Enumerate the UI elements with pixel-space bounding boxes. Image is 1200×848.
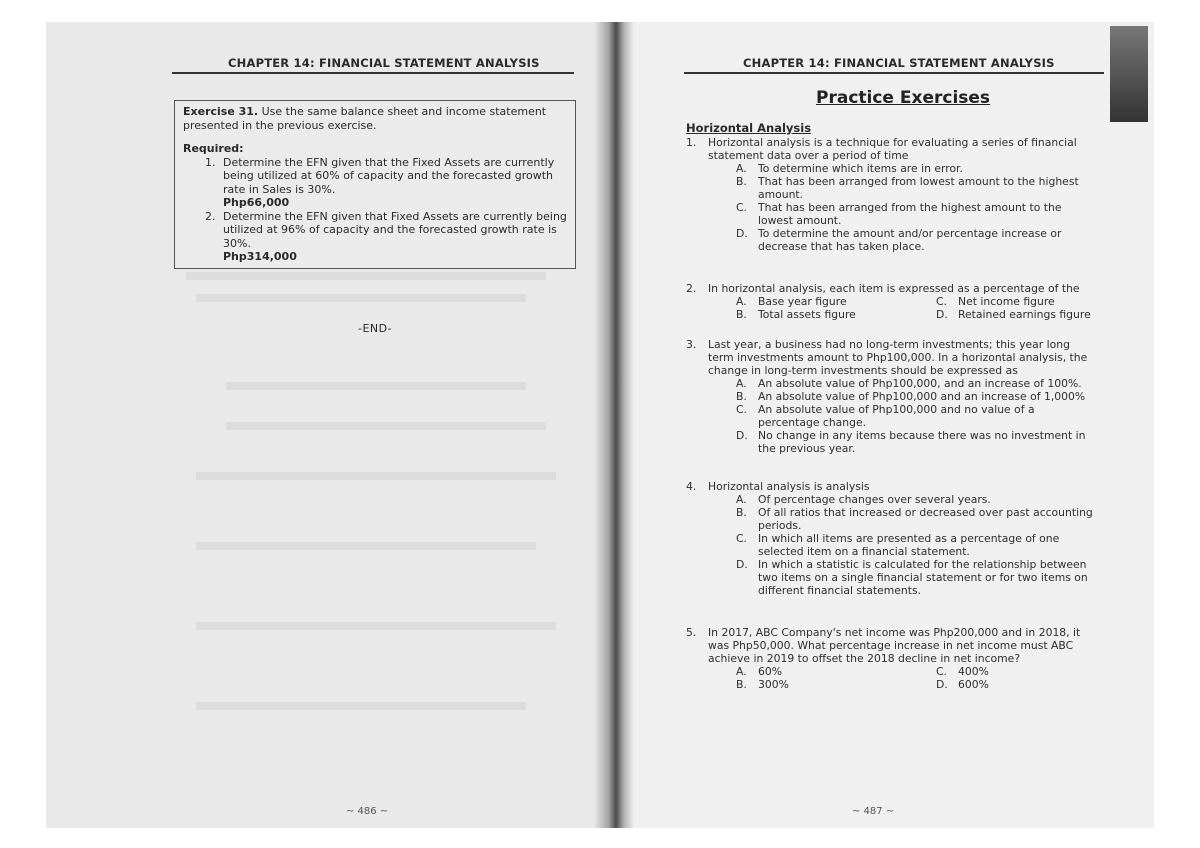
exercise-intro: [183, 105, 567, 132]
bleed-through-line: [196, 702, 526, 710]
question: [686, 480, 1094, 597]
left-page-header: CHAPTER 14: FINANCIAL STATEMENT ANALYSIS: [228, 56, 540, 70]
answer-option: [936, 308, 1136, 321]
option-letter: A.: [736, 665, 747, 678]
option-letter: D.: [936, 308, 948, 321]
option-letter: C.: [936, 295, 947, 308]
option-text: An absolute value of Php100,000, and an increase of 100%.: [758, 377, 1082, 390]
required-item-text: Determine the EFN given that Fixed Assets are currently being utilized at 96% of capacity and the forecasted growth rate is 30%.: [223, 209, 567, 250]
option-letter: C.: [736, 532, 747, 545]
option-text: An absolute value of Php100,000 and no value of a percentage change.: [758, 403, 1035, 429]
option-text: In which all items are presented as a percentage of one selected item on a financial statement.: [758, 532, 1060, 558]
question: [686, 338, 1094, 455]
option-text: 300%: [758, 678, 789, 691]
left-page: [46, 22, 608, 828]
scanned-book-spread: [46, 22, 1154, 828]
question-text: In horizontal analysis, each item is expressed as a percentage of the: [708, 282, 1080, 295]
option-letter: B.: [736, 506, 747, 519]
question-text: Horizontal analysis is a technique for evaluating a series of financial statement data over a period of time: [708, 136, 1077, 162]
option-letter: D.: [736, 227, 748, 240]
bleed-through-line: [226, 422, 546, 430]
question: [686, 626, 1094, 691]
option-text: To determine which items are in error.: [758, 162, 963, 175]
answer-option: [686, 227, 1094, 253]
option-letter: A.: [736, 377, 747, 390]
option-letter: C.: [736, 201, 747, 214]
option-letter: D.: [736, 429, 748, 442]
question-text: Horizontal analysis is analysis: [708, 480, 870, 493]
required-item: [183, 156, 567, 210]
option-text: That has been arranged from the highest amount to the lowest amount.: [758, 201, 1062, 227]
bleed-through-line: [226, 382, 526, 390]
question-number: 4.: [686, 480, 697, 493]
answer-option: [736, 308, 936, 321]
answer-option: [686, 558, 1094, 597]
end-marker: -END-: [358, 322, 393, 335]
answer-option: [936, 295, 1136, 308]
right-page-number: ~ 487 ~: [852, 806, 895, 817]
question-text: Last year, a business had no long-term investments; this year long term investments amount to Php100,000. In a horizontal analysis, the change in long-term investments should be expressed as: [708, 338, 1088, 377]
option-letter: B.: [736, 308, 747, 321]
option-letter: A.: [736, 162, 747, 175]
option-text: An absolute value of Php100,000 and an increase of 1,000%: [758, 390, 1086, 403]
bleed-through-line: [196, 472, 556, 480]
answer-option: [686, 532, 1094, 558]
option-letter: C.: [936, 665, 947, 678]
section-heading: Horizontal Analysis: [686, 121, 812, 135]
left-header-rule: [172, 72, 574, 74]
answer-option: [736, 665, 936, 678]
options-grid: [736, 295, 1094, 321]
answer-option: [686, 390, 1094, 403]
required-label: Required:: [183, 142, 244, 155]
answer-option: [936, 678, 1136, 691]
question-number: 5.: [686, 626, 697, 639]
question: [686, 282, 1094, 321]
bleed-through-line: [186, 272, 546, 280]
bleed-through-line: [196, 542, 536, 550]
exercise-box: [174, 100, 576, 269]
practice-exercises-title: Practice Exercises: [816, 88, 991, 108]
option-letter: B.: [736, 390, 747, 403]
required-item-number: 1.: [205, 155, 216, 169]
exercise-text: Use the same balance sheet and income statement presented in the previous exercise.: [183, 105, 547, 132]
option-letter: C.: [736, 403, 747, 416]
option-text: Net income figure: [958, 295, 1055, 308]
book-spine-shadow: [594, 22, 634, 828]
option-text: No change in any items because there was no investment in the previous year.: [758, 429, 1086, 455]
option-text: In which a statistic is calculated for the relationship between two items on a single financial statement or for two items on different financial statements.: [758, 558, 1088, 597]
option-text: That has been arranged from lowest amount to the highest amount.: [758, 175, 1079, 201]
required-item-number: 2.: [205, 209, 216, 223]
option-letter: D.: [736, 558, 748, 571]
answer-option: [686, 429, 1094, 455]
right-page-header: CHAPTER 14: FINANCIAL STATEMENT ANALYSIS: [743, 56, 1055, 70]
answer-option: [686, 162, 1094, 175]
question-number: 1.: [686, 136, 697, 149]
bleed-through-line: [196, 294, 526, 302]
option-text: Of all ratios that increased or decreased over past accounting periods.: [758, 506, 1093, 532]
page-edge-tab: [1110, 26, 1148, 122]
option-text: Of percentage changes over several years.: [758, 493, 991, 506]
answer-option: [936, 665, 1136, 678]
required-item: [183, 210, 567, 264]
required-item-answer: Php314,000: [223, 250, 297, 263]
option-text: 400%: [958, 665, 989, 678]
question-text: In 2017, ABC Company's net income was Php200,000 and in 2018, it was Php50,000. What percentage increase in net income must ABC achieve in 2019 to offset the 2018 decline in net income?: [708, 626, 1081, 665]
options-grid: [736, 665, 1094, 691]
required-item-text: Determine the EFN given that the Fixed Assets are currently being utilized at 60% of capacity and the forecasted growth rate in Sales is 30%.: [223, 155, 555, 196]
question-number: 2.: [686, 282, 697, 295]
answer-option: [736, 295, 936, 308]
bleed-through-line: [196, 622, 556, 630]
question: [686, 136, 1094, 253]
option-letter: B.: [736, 175, 747, 188]
left-page-number: ~ 486 ~: [346, 806, 389, 817]
answer-option: [686, 175, 1094, 201]
option-letter: B.: [736, 678, 747, 691]
option-text: 60%: [758, 665, 782, 678]
option-letter: A.: [736, 295, 747, 308]
option-text: Retained earnings figure: [958, 308, 1091, 321]
right-header-rule: [684, 72, 1104, 74]
option-text: Total assets figure: [758, 308, 856, 321]
exercise-label: Exercise 31.: [183, 105, 259, 118]
option-letter: A.: [736, 493, 747, 506]
required-item-answer: Php66,000: [223, 196, 290, 209]
answer-option: [686, 403, 1094, 429]
right-page: [608, 22, 1154, 828]
answer-option: [736, 678, 936, 691]
answer-option: [686, 201, 1094, 227]
option-text: Base year figure: [758, 295, 847, 308]
option-letter: D.: [936, 678, 948, 691]
option-text: To determine the amount and/or percentage increase or decrease that has taken place.: [758, 227, 1062, 253]
answer-option: [686, 493, 1094, 506]
answer-option: [686, 377, 1094, 390]
option-text: 600%: [958, 678, 989, 691]
question-number: 3.: [686, 338, 697, 351]
answer-option: [686, 506, 1094, 532]
